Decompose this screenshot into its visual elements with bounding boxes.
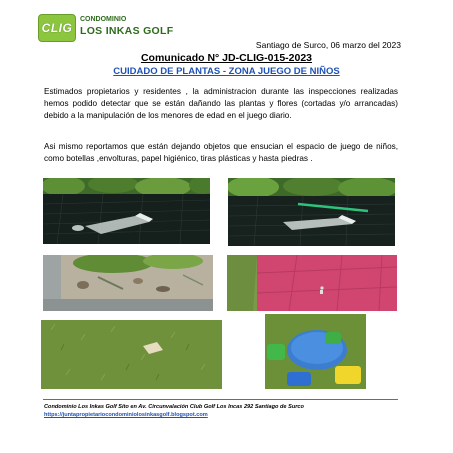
logo-text: CLIG xyxy=(41,21,73,35)
org-label: CONDOMINIO xyxy=(80,16,127,23)
communique-number: Comunicado N° JD-CLIG-015-2023 xyxy=(140,52,313,64)
photo-bottle-and-stick-on-mat xyxy=(228,178,395,246)
photo-kids-table-chairs xyxy=(265,314,366,389)
paragraph-plants: Estimados propietarios y residentes , la administracion durante las inspecciones realizadas hemos podido detectar que se están dañando las plantas y flores (cortadas y/o arrancadas) debido a la manipulación de los menores de edad en el juego diario. xyxy=(44,87,398,120)
footer-blog-link[interactable]: https://juntapropietariocondominiolosinkasgolf.blogspot.com xyxy=(44,412,208,418)
communique-subject: CUIDADO DE PLANTAS - ZONA JUEGO DE NIÑOS xyxy=(113,66,340,77)
footer-divider xyxy=(43,399,398,400)
footer-address: Condominio Los Inkas Golf Sito en Av. Circunvalación Club Golf Los Incas 292 Santiago de Surco xyxy=(44,404,304,410)
photo-planter-border xyxy=(43,255,213,311)
photo-bottle-on-mat xyxy=(43,178,210,244)
paragraph-objects: Asi mismo reportamos que están dejando objetos que ensucian el espacio de juego de niños, como botellas ,envolturas, papel higiénico, tiras plásticas y hasta piedras . xyxy=(44,142,398,163)
org-name: LOS INKAS GOLF xyxy=(80,25,174,37)
clig-logo xyxy=(38,14,76,42)
letter-date: Santiago de Surco, 06 marzo del 2023 xyxy=(255,40,401,50)
photo-grass-wrapper xyxy=(41,320,222,389)
photo-pink-rubber-floor xyxy=(227,255,397,311)
